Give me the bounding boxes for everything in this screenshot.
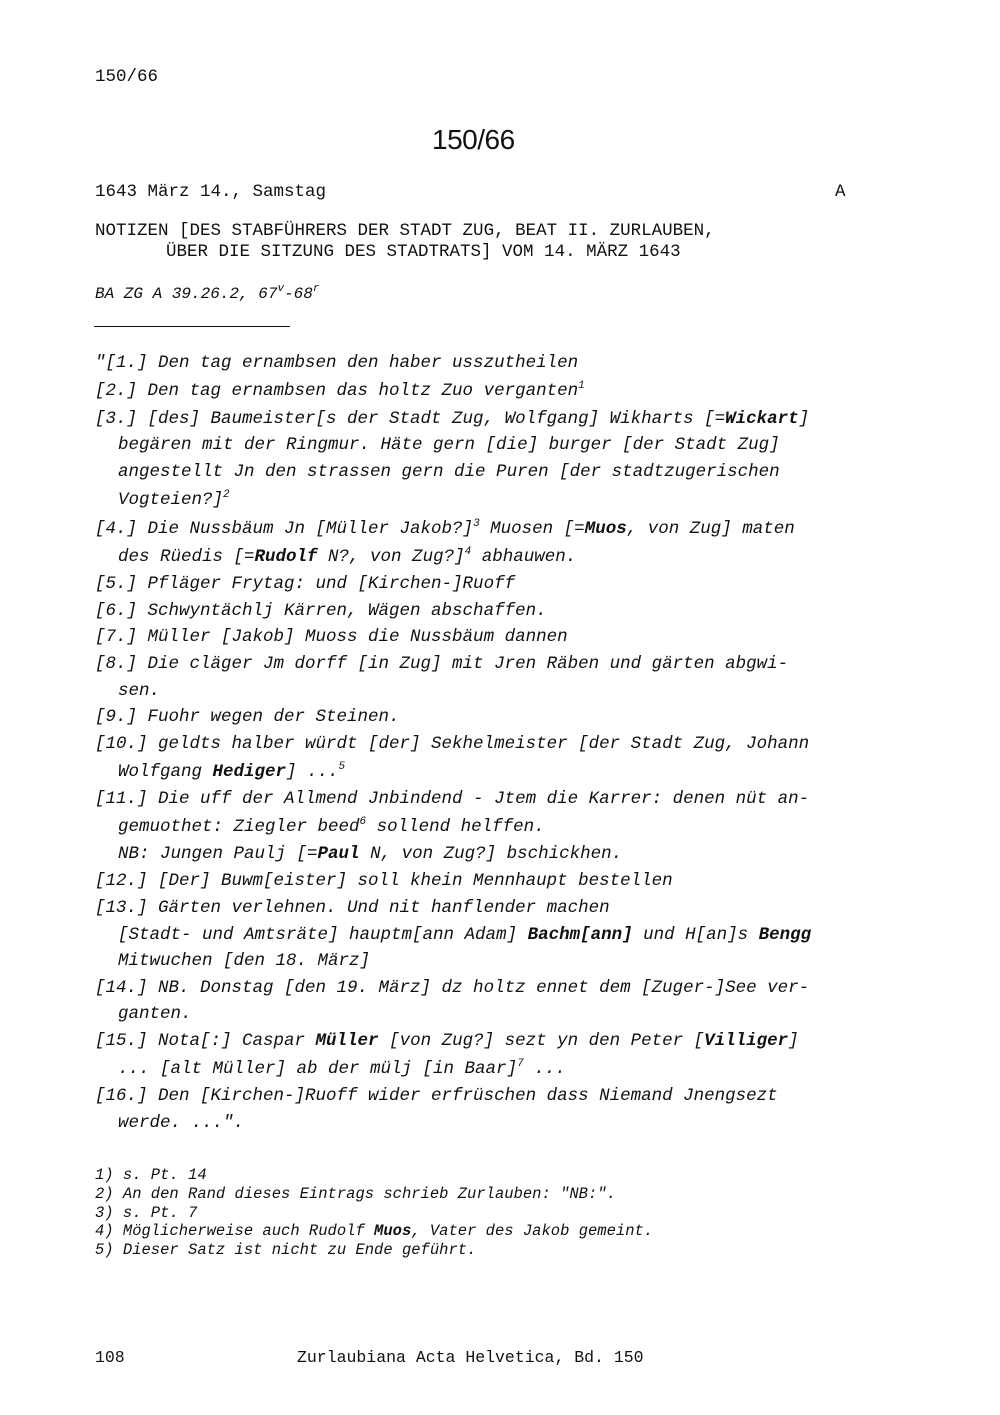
footnote-ref: 6: [359, 816, 367, 828]
document-type-letter: A: [835, 182, 846, 202]
text-line: Mitwuchen [den 18. März]: [118, 951, 371, 971]
document-date: 1643 März 14., Samstag: [95, 182, 327, 202]
text-line: [5.] Pfläger Frytag: und [Kirchen-]Ruoff: [95, 574, 516, 594]
text-line: begären mit der Ringmur. Häte gern [die] burger [der Stadt Zug]: [118, 435, 780, 455]
document-number: 150/66: [432, 124, 515, 155]
text-line: [13.] Gärten verlehnen. Und nit hanflender machen: [95, 898, 610, 918]
text-line: des Rüedis [=Rudolf N?, von Zug?]$^4$ abhauwen.: [118, 546, 577, 567]
source-reference: BA ZG A 39.26.2, 67$^v$-68$^r$: [95, 283, 320, 303]
footnote: 4) Möglicherweise auch Rudolf Muos, Vater des Jakob gemeint.: [95, 1222, 654, 1240]
footnote-ref: 1: [578, 380, 585, 392]
footnote-ref: 4: [464, 546, 472, 558]
text-line: [14.] NB. Donstag [den 19. März] dz holtz ennet dem [Zuger-]See ver-: [95, 978, 810, 998]
text-line: [10.] geldts halber würdt [der] Sekhelmeister [der Stadt Zug, Johann: [95, 734, 810, 754]
footnote-ref: 5: [338, 761, 346, 773]
text-line: [Stadt- und Amtsräte] hauptm[ann Adam] Bachm[ann] und H[an]s Bengg: [118, 925, 812, 945]
footnote: 2) An den Rand dieses Eintrags schrieb Zurlauben: "NB:".: [95, 1185, 616, 1203]
footnote-ref: 2: [223, 489, 230, 501]
text-line: [12.] [Der] Buwm[eister] soll khein Mennhaupt bestellen: [95, 871, 673, 891]
text-line: [6.] Schwyntächlj Kärren, Wägen abschaffen.: [95, 601, 547, 621]
text-line: gemuothet: Ziegler beed$^6$ sollend helffen.: [118, 816, 545, 837]
text-line: [15.] Nota[:] Caspar Müller [von Zug?] sezt yn den Peter [Villiger]: [95, 1031, 799, 1051]
footnote-ref: 7: [517, 1058, 524, 1070]
text-line: sen.: [118, 681, 161, 701]
text-line: [4.] Die Nussbäum Jn [Müller Jakob?]$^3$ Muosen [=Muos, von Zug] maten: [95, 518, 795, 539]
text-line: [3.] [des] Baumeister[s der Stadt Zug, Wolfgang] Wikharts [=Wickart]: [95, 409, 810, 429]
text-line: [8.] Die cläger Jm dorff [in Zug] mit Jren Räben und gärten abgwi-: [95, 654, 789, 674]
text-line: angestellt Jn den strassen gern die Puren [der stadtzugerischen: [118, 462, 780, 482]
footnote: 3) s. Pt. 7: [95, 1204, 198, 1222]
heading-line-1: NOTIZEN [DES STABFÜHRERS DER STADT ZUG, BEAT II. ZURLAUBEN,: [95, 221, 715, 241]
text-line: ... [alt Müller] ab der mülj [in Baar]$^7$ ...: [118, 1058, 566, 1079]
text-line: NB: Jungen Paulj [=Paul N, von Zug?] bschickhen.: [118, 844, 623, 864]
text-line: [7.] Müller [Jakob] Muoss die Nussbäum dannen: [95, 627, 568, 647]
heading-line-2: ÜBER DIE SITZUNG DES STADTRATS] VOM 14. MÄRZ 1643: [166, 242, 681, 262]
text-line: ganten.: [118, 1004, 192, 1024]
separator-rule: [94, 326, 290, 327]
text-line: Wolfgang Hediger] ...$^5$: [118, 761, 346, 782]
footnote-ref: 3: [473, 518, 480, 530]
footnote: 1) s. Pt. 14: [95, 1166, 207, 1184]
footnote: 5) Dieser Satz ist nicht zu Ende geführt.: [95, 1241, 477, 1259]
text-line: "[1.] Den tag ernambsen den haber usszutheilen: [95, 353, 579, 373]
text-line: [11.] Die uff der Allmend Jnbindend - Jtem die Karrer: denen nüt an-: [95, 789, 810, 809]
text-line: [16.] Den [Kirchen-]Ruoff wider erfrüschen dass Niemand Jnengsezt: [95, 1086, 778, 1106]
series-title: Zurlaubiana Acta Helvetica, Bd. 150: [297, 1348, 644, 1367]
text-line: [2.] Den tag ernambsen das holtz Zuo verganten$^1$: [95, 380, 585, 401]
running-head: 150/66: [95, 67, 159, 87]
text-line: Vogteien?]$^2$: [118, 489, 230, 510]
page-number: 108: [95, 1348, 125, 1367]
text-line: [9.] Fuohr wegen der Steinen.: [95, 707, 400, 727]
text-line: werde. ...".: [118, 1113, 245, 1133]
